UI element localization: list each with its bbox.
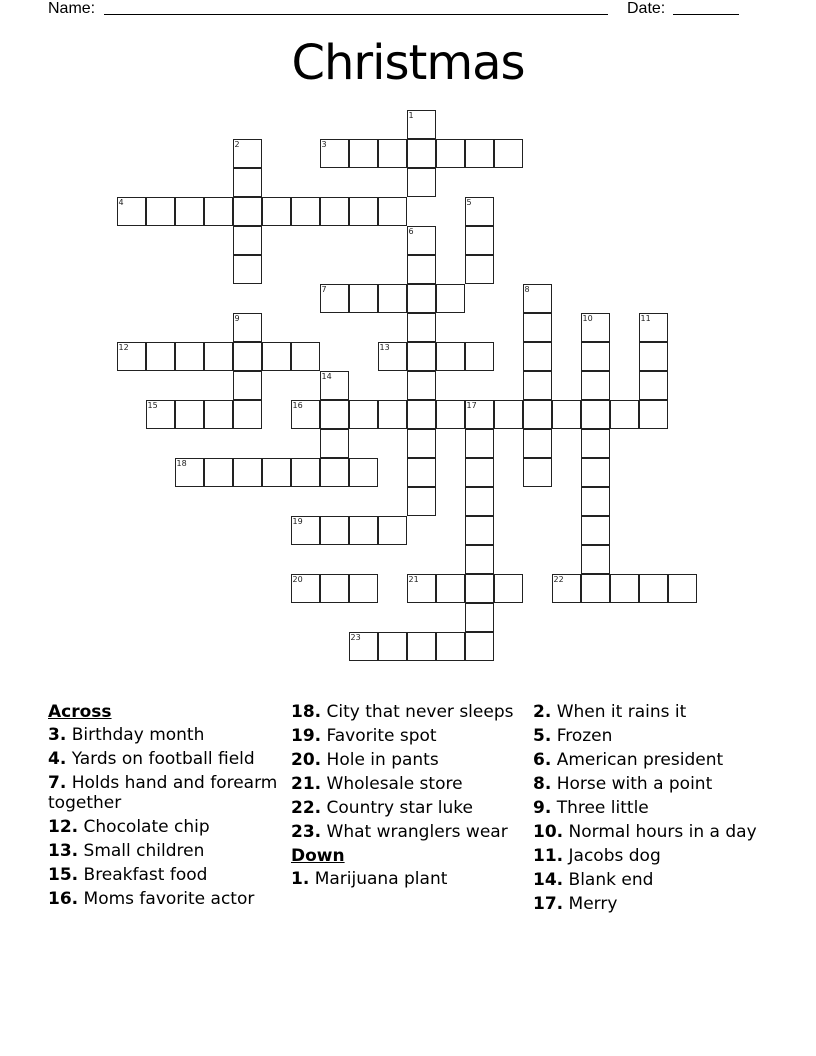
clue-number: 19. [291, 726, 322, 746]
down-heading: Down [291, 846, 345, 866]
clue-across [48, 889, 283, 909]
grid-cell[interactable] [291, 458, 320, 487]
grid-cell[interactable] [146, 400, 175, 429]
grid-cell[interactable] [378, 284, 407, 313]
grid-cell[interactable] [320, 458, 349, 487]
grid-cell[interactable] [407, 168, 436, 197]
grid-cell[interactable] [233, 342, 262, 371]
grid-cell[interactable] [204, 458, 233, 487]
clues-column-3 [533, 702, 768, 918]
grid-cell[interactable] [581, 429, 610, 458]
clue-text: Horse with a point [556, 774, 713, 794]
clue-across [291, 750, 526, 770]
clue-across [48, 865, 283, 885]
cell-number: 22 [553, 574, 564, 584]
cell-number: 2 [234, 139, 240, 149]
clue-text: Breakfast food [83, 865, 208, 885]
grid-cell[interactable] [262, 458, 291, 487]
clue-number: 10. [533, 822, 564, 842]
cell-number: 1 [408, 110, 414, 120]
grid-cell[interactable] [378, 400, 407, 429]
clue-number: 22. [291, 798, 322, 818]
grid-cell[interactable] [262, 197, 291, 226]
date-label: Date: [627, 0, 666, 17]
grid-cell[interactable] [523, 429, 552, 458]
cell-number: 19 [292, 516, 303, 526]
grid-cell[interactable] [639, 313, 668, 342]
grid-cell[interactable] [407, 429, 436, 458]
clue-down [533, 726, 768, 746]
clue-number: 5. [533, 726, 552, 746]
grid-cell[interactable] [668, 574, 697, 603]
clue-number: 11. [533, 846, 564, 866]
clue-across [291, 822, 526, 842]
clue-down [533, 702, 768, 722]
cell-number: 20 [292, 574, 303, 584]
clue-number: 18. [291, 702, 322, 722]
clues-column-2 [291, 702, 526, 893]
cell-number: 5 [466, 197, 472, 207]
grid-cell[interactable] [523, 371, 552, 400]
grid-cell[interactable] [465, 487, 494, 516]
clue-text: City that never sleeps [326, 702, 514, 722]
clue-number: 12. [48, 817, 79, 837]
grid-cell[interactable] [320, 400, 349, 429]
clue-across [291, 774, 526, 794]
grid-cell[interactable] [378, 197, 407, 226]
grid-cell[interactable] [465, 342, 494, 371]
clue-number: 1. [291, 869, 310, 889]
cell-number: 21 [408, 574, 419, 584]
grid-cell[interactable] [233, 313, 262, 342]
grid-cell[interactable] [436, 284, 465, 313]
across-heading: Across [48, 702, 112, 722]
clue-number: 17. [533, 894, 564, 914]
grid-cell[interactable] [610, 400, 639, 429]
grid-cell[interactable] [146, 197, 175, 226]
cell-number: 10 [582, 313, 593, 323]
grid-cell[interactable] [465, 603, 494, 632]
clue-across [291, 702, 526, 722]
grid-cell[interactable] [523, 458, 552, 487]
grid-cell[interactable] [291, 197, 320, 226]
grid-cell[interactable] [204, 400, 233, 429]
clue-text: Country star luke [326, 798, 473, 818]
grid-cell[interactable] [262, 342, 291, 371]
grid-cell[interactable] [378, 632, 407, 661]
clue-across [48, 725, 283, 745]
grid-cell[interactable] [233, 371, 262, 400]
grid-cell[interactable] [320, 429, 349, 458]
clue-text: When it rains it [556, 702, 687, 722]
cell-number: 13 [379, 342, 390, 352]
clue-text: Wholesale store [326, 774, 463, 794]
clue-across [48, 841, 283, 861]
grid-cell[interactable] [407, 139, 436, 168]
cell-number: 18 [176, 458, 187, 468]
grid-cell[interactable] [320, 284, 349, 313]
cell-number: 15 [147, 400, 158, 410]
clue-text: Small children [83, 841, 205, 861]
clue-number: 3. [48, 725, 67, 745]
grid-cell[interactable] [407, 632, 436, 661]
grid-cell[interactable] [233, 197, 262, 226]
grid-cell[interactable] [552, 574, 581, 603]
name-field[interactable] [104, 14, 608, 15]
grid-cell[interactable] [233, 226, 262, 255]
grid-cell[interactable] [320, 139, 349, 168]
grid-cell[interactable] [407, 284, 436, 313]
grid-cell[interactable] [523, 284, 552, 313]
clue-number: 9. [533, 798, 552, 818]
grid-cell[interactable] [407, 255, 436, 284]
grid-cell[interactable] [639, 342, 668, 371]
clue-text: Chocolate chip [83, 817, 210, 837]
clue-number: 7. [48, 773, 67, 793]
grid-cell[interactable] [465, 255, 494, 284]
grid-cell[interactable] [175, 342, 204, 371]
grid-cell[interactable] [436, 342, 465, 371]
grid-cell[interactable] [494, 400, 523, 429]
date-field[interactable] [673, 14, 739, 15]
grid-cell[interactable] [378, 342, 407, 371]
clue-down [533, 822, 768, 842]
cell-number: 12 [118, 342, 129, 352]
grid-cell[interactable] [320, 516, 349, 545]
grid-cell[interactable] [175, 197, 204, 226]
clue-number: 8. [533, 774, 552, 794]
clue-number: 14. [533, 870, 564, 890]
clue-down [533, 774, 768, 794]
grid-cell[interactable] [349, 400, 378, 429]
grid-cell[interactable] [175, 400, 204, 429]
clue-text: Hole in pants [326, 750, 439, 770]
grid-cell[interactable] [581, 516, 610, 545]
grid-cell[interactable] [204, 342, 233, 371]
cell-number: 3 [321, 139, 327, 149]
grid-cell[interactable] [175, 458, 204, 487]
clue-across [48, 749, 283, 769]
name-label: Name: [48, 0, 96, 17]
grid-cell[interactable] [349, 632, 378, 661]
clue-text: Normal hours in a day [568, 822, 757, 842]
grid-cell[interactable] [349, 197, 378, 226]
clue-across [48, 773, 283, 813]
grid-cell[interactable] [465, 516, 494, 545]
grid-cell[interactable] [349, 284, 378, 313]
cell-number: 9 [234, 313, 240, 323]
clue-text: Jacobs dog [568, 846, 661, 866]
clue-text: Blank end [568, 870, 654, 890]
grid-cell[interactable] [552, 400, 581, 429]
clue-down [533, 870, 768, 890]
grid-cell[interactable] [407, 226, 436, 255]
grid-cell[interactable] [233, 255, 262, 284]
clue-text: Favorite spot [326, 726, 437, 746]
grid-cell[interactable] [117, 197, 146, 226]
clue-down [533, 750, 768, 770]
cell-number: 14 [321, 371, 332, 381]
clue-down [533, 894, 768, 914]
clue-number: 2. [533, 702, 552, 722]
grid-cell[interactable] [291, 342, 320, 371]
clue-across [48, 817, 283, 837]
clue-text: Holds hand and forearm together [48, 773, 278, 813]
grid-cell[interactable] [639, 574, 668, 603]
grid-cell[interactable] [378, 516, 407, 545]
grid-cell[interactable] [349, 574, 378, 603]
grid-cell[interactable] [581, 313, 610, 342]
clue-text: Three little [556, 798, 649, 818]
clue-across [291, 726, 526, 746]
grid-cell[interactable] [349, 458, 378, 487]
grid-cell[interactable] [610, 574, 639, 603]
clue-number: 21. [291, 774, 322, 794]
cell-number: 6 [408, 226, 414, 236]
cell-number: 23 [350, 632, 361, 642]
grid-cell[interactable] [436, 632, 465, 661]
grid-cell[interactable] [436, 400, 465, 429]
clue-down [533, 798, 768, 818]
cell-number: 16 [292, 400, 303, 410]
grid-cell[interactable] [465, 574, 494, 603]
clue-text: Frozen [556, 726, 613, 746]
cell-number: 11 [640, 313, 651, 323]
grid-cell[interactable] [494, 139, 523, 168]
clue-number: 23. [291, 822, 322, 842]
cell-number: 17 [466, 400, 477, 410]
cell-number: 8 [524, 284, 530, 294]
grid-cell[interactable] [407, 487, 436, 516]
grid-cell[interactable] [233, 400, 262, 429]
grid-cell[interactable] [581, 400, 610, 429]
clue-down [533, 846, 768, 866]
grid-cell[interactable] [291, 574, 320, 603]
grid-cell[interactable] [407, 458, 436, 487]
grid-cell[interactable] [465, 226, 494, 255]
grid-cell[interactable] [465, 139, 494, 168]
grid-cell[interactable] [117, 342, 146, 371]
grid-cell[interactable] [204, 197, 233, 226]
grid-cell[interactable] [523, 342, 552, 371]
grid-cell[interactable] [233, 458, 262, 487]
grid-cell[interactable] [407, 371, 436, 400]
clue-number: 13. [48, 841, 79, 861]
clue-text: American president [556, 750, 724, 770]
grid-cell[interactable] [494, 574, 523, 603]
grid-cell[interactable] [523, 313, 552, 342]
clue-text: What wranglers wear [326, 822, 508, 842]
grid-cell[interactable] [465, 197, 494, 226]
grid-cell[interactable] [436, 139, 465, 168]
clue-number: 6. [533, 750, 552, 770]
grid-cell[interactable] [291, 516, 320, 545]
clue-number: 20. [291, 750, 322, 770]
grid-cell[interactable] [233, 168, 262, 197]
grid-cell[interactable] [465, 545, 494, 574]
clue-down [291, 869, 526, 889]
clues-column-1 [48, 702, 283, 913]
clue-text: Birthday month [71, 725, 205, 745]
grid-cell[interactable] [436, 574, 465, 603]
grid-cell[interactable] [407, 574, 436, 603]
grid-cell[interactable] [146, 342, 175, 371]
grid-cell[interactable] [581, 545, 610, 574]
grid-cell[interactable] [581, 487, 610, 516]
grid-cell[interactable] [378, 139, 407, 168]
grid-cell[interactable] [465, 632, 494, 661]
grid-cell[interactable] [320, 197, 349, 226]
grid-cell[interactable] [465, 429, 494, 458]
cell-number: 4 [118, 197, 124, 207]
grid-cell[interactable] [349, 139, 378, 168]
clue-number: 4. [48, 749, 67, 769]
grid-cell[interactable] [320, 371, 349, 400]
clue-text: Marijuana plant [314, 869, 448, 889]
clue-across [291, 798, 526, 818]
grid-cell[interactable] [639, 400, 668, 429]
grid-cell[interactable] [407, 313, 436, 342]
grid-cell[interactable] [465, 458, 494, 487]
clue-text: Moms favorite actor [83, 889, 255, 909]
grid-cell[interactable] [581, 574, 610, 603]
page-title: Christmas [291, 35, 525, 91]
grid-cell[interactable] [320, 574, 349, 603]
grid-cell[interactable] [233, 139, 262, 168]
grid-cell[interactable] [639, 371, 668, 400]
grid-cell[interactable] [581, 371, 610, 400]
grid-cell[interactable] [291, 400, 320, 429]
grid-cell[interactable] [581, 458, 610, 487]
clue-number: 16. [48, 889, 79, 909]
grid-cell[interactable] [581, 342, 610, 371]
clue-number: 15. [48, 865, 79, 885]
crossword-grid [117, 110, 717, 670]
grid-cell[interactable] [523, 400, 552, 429]
grid-cell[interactable] [407, 342, 436, 371]
grid-cell[interactable] [407, 110, 436, 139]
cell-number: 7 [321, 284, 327, 294]
clue-text: Merry [568, 894, 618, 914]
clue-text: Yards on football field [71, 749, 255, 769]
grid-cell[interactable] [465, 400, 494, 429]
grid-cell[interactable] [349, 516, 378, 545]
grid-cell[interactable] [407, 400, 436, 429]
